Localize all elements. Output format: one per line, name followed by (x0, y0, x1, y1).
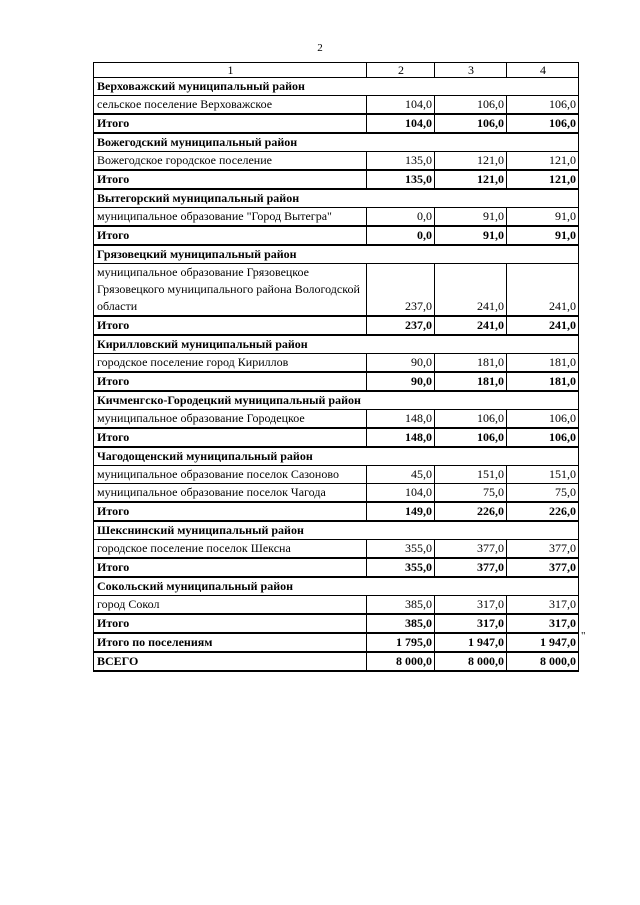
total-col-2: 104,0 (367, 114, 435, 133)
district-total-row (94, 226, 579, 245)
total-label: Итого (94, 170, 367, 189)
settlements-total-row (94, 633, 579, 652)
district-name: Вытегорский муниципальный район (94, 189, 579, 208)
district-name: Шекснинский муниципальный район (94, 521, 579, 540)
settlement-row (94, 484, 579, 503)
district-header-row (94, 521, 579, 540)
district-total-row (94, 502, 579, 521)
district-header-row (94, 133, 579, 152)
settlement-row (94, 152, 579, 171)
settlement-row (94, 96, 579, 115)
settlement-name: городское поселение поселок Шексна (94, 540, 367, 559)
settlement-name: муниципальное образование поселок Сазоново (94, 466, 367, 484)
value-col-3: 317,0 (435, 596, 507, 615)
value-col-3: 121,0 (435, 152, 507, 171)
total-label: Итого (94, 372, 367, 391)
total-label: Итого (94, 316, 367, 335)
value-col-3: 241,0 (435, 264, 507, 317)
district-header-row (94, 577, 579, 596)
district-total-row (94, 372, 579, 391)
value-col-4: 91,0 (507, 208, 579, 227)
total-col-4: 317,0 (507, 614, 579, 633)
value-col-3: 91,0 (435, 208, 507, 227)
value-col-4: 241,0 (507, 264, 579, 317)
value-col-2: 104,0 (367, 96, 435, 115)
district-total-row (94, 170, 579, 189)
district-total-row (94, 558, 579, 577)
value-col-4: 181,0 (507, 354, 579, 373)
total-label: Итого (94, 226, 367, 245)
total-col-4: 241,0 (507, 316, 579, 335)
value-col-2: 135,0 (367, 152, 435, 171)
total-col-4: 106,0 (507, 114, 579, 133)
settlement-row (94, 596, 579, 615)
settlement-row (94, 540, 579, 559)
column-number-row (94, 63, 579, 78)
value-col-4: 106,0 (507, 96, 579, 115)
table-body (94, 63, 579, 672)
value-col-2: 104,0 (367, 484, 435, 503)
total-col-3: 317,0 (435, 614, 507, 633)
closing-quote-mark: " (581, 630, 586, 642)
district-name: Чагодощенский муниципальный район (94, 447, 579, 466)
total-col-4: 121,0 (507, 170, 579, 189)
district-header-row (94, 335, 579, 354)
total-label: Итого (94, 502, 367, 521)
district-name: Сокольский муниципальный район (94, 577, 579, 596)
value-col-3: 75,0 (435, 484, 507, 503)
district-header-row (94, 245, 579, 264)
settlement-row (94, 410, 579, 429)
value-col-2: 237,0 (367, 264, 435, 317)
value-col-4: 106,0 (507, 410, 579, 429)
total-col-2: 237,0 (367, 316, 435, 335)
district-name: Кирилловский муниципальный район (94, 335, 579, 354)
value-col-4: 317,0 (507, 596, 579, 615)
settlements-total-row-col-4: 1 947,0 (507, 633, 579, 652)
value-col-2: 148,0 (367, 410, 435, 429)
total-col-3: 241,0 (435, 316, 507, 335)
total-col-3: 377,0 (435, 558, 507, 577)
district-name: Кичменгско-Городецкий муниципальный район (94, 391, 579, 410)
settlement-name: муниципальное образование поселок Чагода (94, 484, 367, 503)
district-header-row (94, 391, 579, 410)
settlements-total-row-label: Итого по поселениям (94, 633, 367, 652)
value-col-3: 151,0 (435, 466, 507, 484)
value-col-4: 121,0 (507, 152, 579, 171)
settlement-name: Вожегодское городское поселение (94, 152, 367, 171)
total-col-2: 149,0 (367, 502, 435, 521)
value-col-4: 75,0 (507, 484, 579, 503)
district-name: Грязовецкий муниципальный район (94, 245, 579, 264)
column-number-3: 3 (435, 63, 507, 78)
settlement-name: сельское поселение Верховажское (94, 96, 367, 115)
value-col-3: 377,0 (435, 540, 507, 559)
total-col-3: 181,0 (435, 372, 507, 391)
grand-total-row-col-3: 8 000,0 (435, 652, 507, 671)
district-total-row (94, 614, 579, 633)
total-label: Итого (94, 114, 367, 133)
settlement-name: городское поселение город Кириллов (94, 354, 367, 373)
settlement-row (94, 208, 579, 227)
value-col-2: 45,0 (367, 466, 435, 484)
total-col-2: 135,0 (367, 170, 435, 189)
total-col-4: 91,0 (507, 226, 579, 245)
settlement-name: муниципальное образование Грязовецкое Грязовецкого муниципального района Вологодской области (94, 264, 367, 317)
district-header-row (94, 447, 579, 466)
value-col-3: 106,0 (435, 96, 507, 115)
district-total-row (94, 114, 579, 133)
total-col-3: 91,0 (435, 226, 507, 245)
grand-total-row-col-4: 8 000,0 (507, 652, 579, 671)
total-col-4: 181,0 (507, 372, 579, 391)
total-label: Итого (94, 614, 367, 633)
value-col-4: 151,0 (507, 466, 579, 484)
settlement-name: город Сокол (94, 596, 367, 615)
total-col-3: 226,0 (435, 502, 507, 521)
settlement-row (94, 354, 579, 373)
page-number: 2 (317, 42, 323, 54)
value-col-3: 181,0 (435, 354, 507, 373)
district-header-row (94, 189, 579, 208)
distribution-table (93, 62, 579, 672)
district-total-row (94, 316, 579, 335)
settlements-total-row-col-2: 1 795,0 (367, 633, 435, 652)
total-col-2: 148,0 (367, 428, 435, 447)
column-number-1: 1 (94, 63, 367, 78)
settlement-name: муниципальное образование "Город Вытегра" (94, 208, 367, 227)
settlements-total-row-col-3: 1 947,0 (435, 633, 507, 652)
value-col-2: 355,0 (367, 540, 435, 559)
total-col-3: 121,0 (435, 170, 507, 189)
value-col-4: 377,0 (507, 540, 579, 559)
value-col-3: 106,0 (435, 410, 507, 429)
total-label: Итого (94, 558, 367, 577)
settlement-name: муниципальное образование Городецкое (94, 410, 367, 429)
total-col-3: 106,0 (435, 114, 507, 133)
value-col-2: 0,0 (367, 208, 435, 227)
district-name: Вожегодский муниципальный район (94, 133, 579, 152)
district-name: Верховажский муниципальный район (94, 78, 579, 96)
grand-total-row-col-2: 8 000,0 (367, 652, 435, 671)
total-label: Итого (94, 428, 367, 447)
settlement-row (94, 264, 579, 317)
total-col-2: 385,0 (367, 614, 435, 633)
value-col-2: 90,0 (367, 354, 435, 373)
total-col-4: 106,0 (507, 428, 579, 447)
total-col-2: 355,0 (367, 558, 435, 577)
settlement-row (94, 466, 579, 484)
total-col-2: 0,0 (367, 226, 435, 245)
total-col-4: 377,0 (507, 558, 579, 577)
total-col-4: 226,0 (507, 502, 579, 521)
value-col-2: 385,0 (367, 596, 435, 615)
column-number-4: 4 (507, 63, 579, 78)
grand-total-row (94, 652, 579, 671)
district-header-row (94, 78, 579, 96)
total-col-2: 90,0 (367, 372, 435, 391)
column-number-2: 2 (367, 63, 435, 78)
grand-total-row-label: ВСЕГО (94, 652, 367, 671)
district-total-row (94, 428, 579, 447)
total-col-3: 106,0 (435, 428, 507, 447)
